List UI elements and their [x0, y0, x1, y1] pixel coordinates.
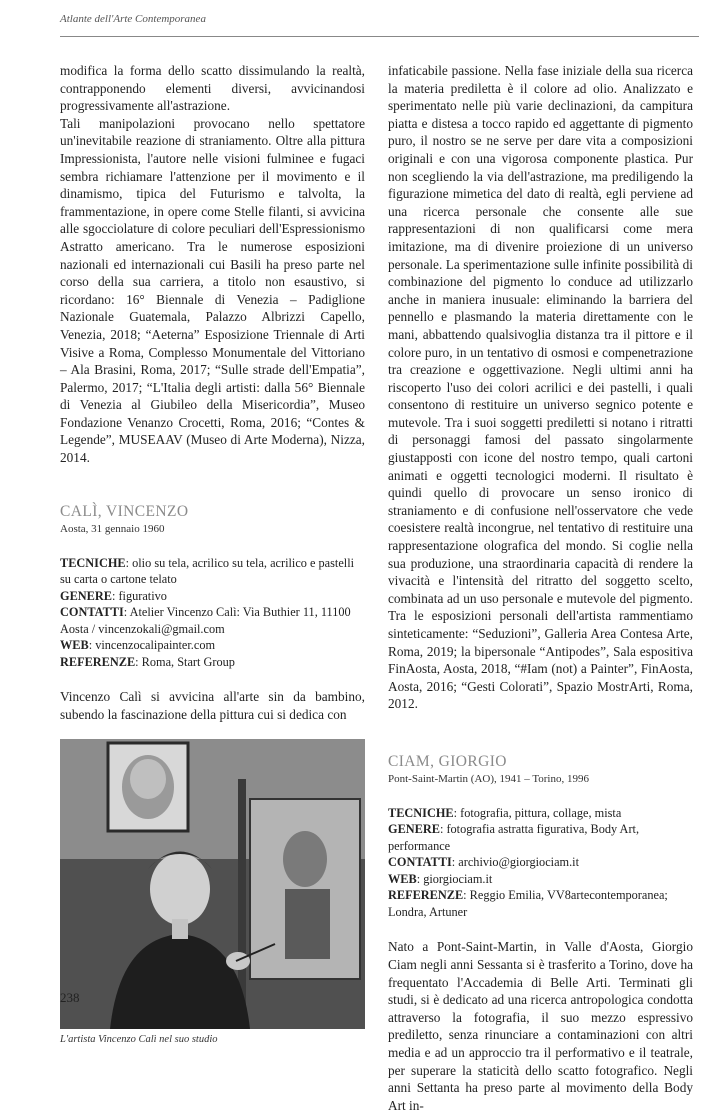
info-key: WEB: [60, 638, 89, 653]
entry-info: [60, 555, 365, 671]
info-web: WEB: vincenzocalipainter.com: [60, 638, 216, 653]
info-value: fotografia, pittura, collage, mista: [460, 805, 622, 820]
info-genere: GENERE: figurativo: [60, 588, 167, 603]
left-column: [60, 62, 365, 1045]
info-key: GENERE: [388, 822, 440, 837]
info-contatti: CONTATTI: archivio@giorgiociam.it: [388, 855, 579, 870]
intro-paragraph-1: modifica la forma dello scatto dissimulando la realtà, contrapponendo elementi diversi, avvicinandosi progressivamente all'astrazione.: [60, 63, 365, 114]
artist-photo: [60, 739, 365, 1029]
entry-body: Vincenzo Calì si avvicina all'arte sin da bambino, subendo la fascinazione della pittura cui si dedica con: [60, 689, 365, 722]
info-key: REFERENZE: [60, 654, 136, 669]
info-value: olio su tela, acrilico su tela, acrilico e pastelli su carta o cartone telato: [60, 555, 355, 587]
info-key: TECNICHE: [388, 805, 454, 820]
artist-studio-illustration: [60, 739, 365, 1029]
info-genere: GENERE: fotografia astratta figurativa, Body Art, performance: [388, 822, 640, 853]
entry-name: CIAM, GIORGIO: [388, 752, 507, 770]
header-rule: [60, 36, 699, 37]
info-value: Roma, Start Group: [141, 654, 235, 669]
info-value: vincenzocalipainter.com: [95, 638, 216, 653]
info-value: Reggio Emilia, VV8artecontemporanea; Londra, Artuner: [388, 888, 668, 919]
info-key: CONTATTI: [388, 855, 452, 870]
info-referenze: REFERENZE: Roma, Start Group: [60, 654, 235, 669]
photo-caption: L'artista Vincenzo Calì nel suo studio: [60, 1034, 218, 1046]
info-web: WEB: giorgiociam.it: [388, 871, 493, 886]
info-tecniche: TECNICHE: fotografia, pittura, collage, mista: [388, 805, 622, 820]
info-value: archivio@giorgiociam.it: [458, 855, 579, 870]
info-key: GENERE: [60, 588, 112, 603]
entry-dates: Pont-Saint-Martin (AO), 1941 – Torino, 1996: [388, 772, 589, 785]
info-value: Atelier Vincenzo Calì: Via Buthier 11, 11100 Aosta / vincenzokali@gmail.com: [60, 605, 351, 636]
info-value: fotografia astratta figurativa, Body Art, performance: [388, 822, 640, 853]
entry-cali: [60, 503, 365, 724]
info-referenze: REFERENZE: Reggio Emilia, VV8artecontemporanea; Londra, Artuner: [388, 888, 668, 919]
info-contatti: CONTATTI: Atelier Vincenzo Calì: Via Buthier 11, 11100 Aosta / vincenzokali@gmail.com: [60, 605, 351, 636]
entry-name: CALÌ, VINCENZO: [60, 502, 189, 520]
info-key: TECNICHE: [60, 555, 126, 570]
continued-paragraph: infaticabile passione. Nella fase iniziale della sua ricerca la materia prediletta è il colore ad olio. Analizzato e sperimentato nelle più varie declinazioni, da campitura piatta e distesa a tocco rapido ed aggettante di pigmento puro, il nostro se ne serve per dare vita a composizioni originali e con una vigorosa componente plastica. Pur non scegliendo la via dell'astrazione, ma prediligendo la figurazione mimetica del dato di realtà, egli perviene ad una ricerca personale che consente alle sue rappresentazioni di non qualificarsi come mera imitazione, ma di divenire proiezione di un universo personale. La sperimentazione sulle infinite possibilità di combinazione del pigmento lo conduce ad utilizzarlo anche in maniera inusuale: eliminando la barriera del pennello e plasmando la materia direttamente con le mani, abbattendo qualsivoglia distanza tra il pittore e il colore puro, in un tentativo di osmosi e compenetrazione tra creazione e oggettivazione. Negli ultimi anni ha riscoperto l'uso dei colori acrilici e dei pastelli, i quali consentono di restituire un universo segnico potente e mutevole. Tra i suoi soggetti prediletti si notano i ritratti di personaggi famosi del passato singolarmente giustapposti con icone del nostro tempo, quali cartoni animati e oggetti tecnologici moderni. Il risultato è quindi quello di provocare un senso ironico di straniamento e di confusione nell'osservatore che vede coesistere realtà incongrue, nel tentativo di restituire una rappresentazione olografica del mondo. Si coglie nella sua produzione, una straordinaria capacità di rendere la vivacità e l'intensità del ritratto del soggetto scelto, combinata ad un uso personale e mutevole del pigmento. Tra le esposizioni personali dell'artista rammentiamo sinteticamente: “Seduzioni”, Galleria Area Contesa Arte, Roma, 2019; la bipersonale “Antipodes”, Sala espositiva FinAosta, Aosta, 2018, “#Iam (not) a Painter”, FinAosta, Aosta, 2016; “Gesti Colorati”, Spazio MostrArti, Roma, 2012.: [388, 63, 693, 712]
info-key: WEB: [388, 871, 417, 886]
info-value: figurativo: [118, 588, 167, 603]
info-value: giorgiociam.it: [423, 871, 493, 886]
intro-paragraph-2: Tali manipolazioni provocano nello spettatore un'inevitabile reazione di straniamento. Oltre alla pittura Impressionista, l'autore nelle visioni fulminee e fugaci sembra richiamare l'attenzione per il movimento e il dinamismo, tipica del Futurismo e talvolta, la frammentazione, in opere come Stelle filanti, si avvicina alle sgocciolature di colore peculiari dell'Espressionismo Astratto americano. Tra le numerose esposizioni nazionali ed internazionali cui Basili ha preso parte nel corso della sua carriera, a titolo non esaustivo, si ricordano: 16° Biennale di Venezia – Padiglione Nazionale Guatemala, Palazzo Albrizzi Capello, Venezia, 2018; “Aeterna” Esposizione Triennale di Arti Visive a Roma, Complesso Monumentale del Vittoriano – Ala Brasini, Roma, 2017; “Sulle strade dell'Empatia”, Palermo, 2017; “L'Italia degli artisti: dalla 56° Biennale di Venezia al Giubileo della Misericordia”, Museo Fondazione Venanzo Crocetti, Roma, 2016; “Contes & Legende”, MUSEAAV (Museo di Arte Moderna), Nizza, 2014.: [60, 115, 365, 466]
entry-dates: Aosta, 31 gennaio 1960: [60, 522, 165, 535]
running-head: Atlante dell'Arte Contemporanea: [60, 13, 206, 25]
right-column: [388, 62, 693, 1114]
info-tecniche: TECNICHE: olio su tela, acrilico su tela, acrilico e pastelli su carta o cartone telato: [60, 555, 355, 587]
entry-body: Nato a Pont-Saint-Martin, in Valle d'Aosta, Giorgio Ciam negli anni Sessanta si è trasferito a Torino, dove ha frequentato l'Accademia di Belle Arti. Terminati gli studi, si è dedicato ad una ricerca antropologica condotta attraverso la fotografia, il suo mezzo espressivo prediletto, senza rinunciare a contaminazioni con altri media e ad un approccio tra il performativo e il teatrale, per superare la staticità dello scatto fotografico. Negli anni Settanta ha preso parte al movimento della Body Art in-: [388, 939, 693, 1113]
entry-info: [388, 805, 693, 921]
info-key: CONTATTI: [60, 605, 124, 620]
page-number: 238: [60, 990, 80, 1005]
info-key: REFERENZE: [388, 888, 464, 903]
entry-ciam: [388, 753, 693, 1114]
